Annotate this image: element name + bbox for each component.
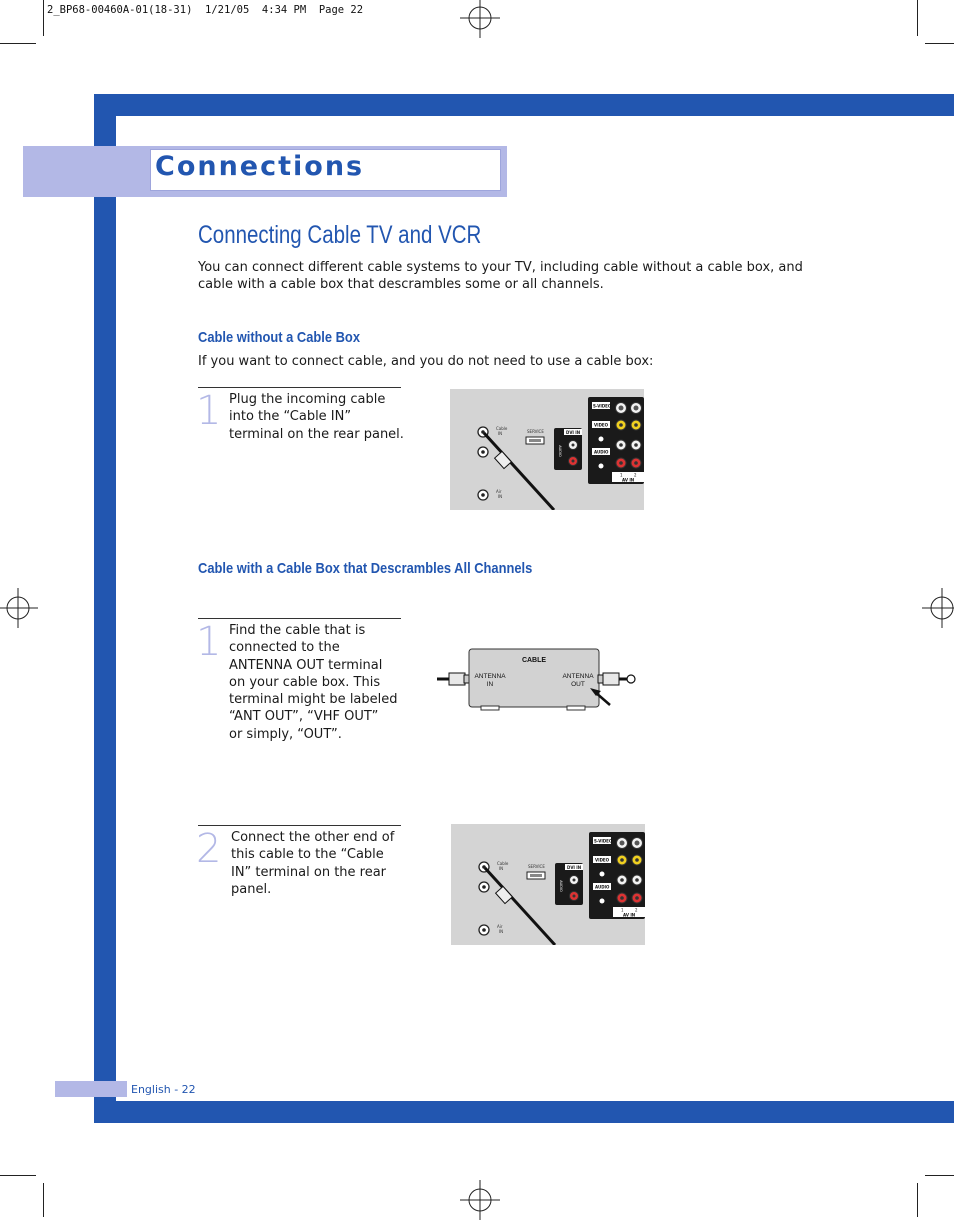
step-line: “ANT OUT”, “VHF OUT” bbox=[229, 709, 379, 725]
cable-in-label: IN bbox=[498, 431, 503, 436]
intro-line-2: cable with a cable box that descrambles some or all channels. bbox=[198, 277, 604, 292]
crop-mark bbox=[917, 1183, 918, 1217]
step-divider bbox=[198, 618, 401, 619]
footer-tab bbox=[55, 1081, 127, 1097]
registration-mark-icon bbox=[922, 588, 954, 628]
av-number: 1 bbox=[620, 472, 623, 478]
dvi-in-label: DVI IN bbox=[566, 430, 581, 435]
antenna-out-label: OUT bbox=[571, 681, 585, 688]
step-line: Connect the other end of bbox=[231, 830, 395, 845]
svideo-label: S-VIDEO bbox=[594, 838, 613, 844]
subheading-with-box: Cable with a Cable Box that Descrambles All Channels bbox=[198, 560, 533, 577]
service-label: SERVICE bbox=[527, 429, 544, 434]
step-line: terminal might be labeled bbox=[229, 692, 398, 708]
print-slug: 2_BP68-00460A-01(18-31) 1/21/05 4:34 PM Page 22 bbox=[47, 4, 364, 16]
intro-line-1: You can connect different cable systems to your TV, including cable without a cable box, and bbox=[198, 260, 803, 275]
audio-vertical-label: AUDIO bbox=[558, 445, 562, 457]
av-number: 2 bbox=[634, 472, 637, 478]
antenna-in-label: ANTENNA bbox=[474, 673, 506, 680]
step-line: connected to the bbox=[229, 640, 340, 656]
av-number: 2 bbox=[635, 907, 638, 913]
dvi-in-label: DVI IN bbox=[567, 865, 582, 870]
audio-label: AUDIO bbox=[594, 449, 609, 455]
cable-in-label: Cable bbox=[496, 426, 508, 431]
step-number: 2 bbox=[196, 826, 222, 872]
crop-mark bbox=[0, 1175, 36, 1176]
air-in-label: IN bbox=[498, 494, 503, 499]
step-text bbox=[229, 622, 398, 743]
step-line: IN” terminal on the rear bbox=[231, 864, 387, 880]
step-line: Plug the incoming cable bbox=[229, 392, 386, 407]
step-line: or simply, “OUT”. bbox=[229, 726, 342, 742]
crop-mark bbox=[925, 43, 954, 44]
registration-mark-icon bbox=[460, 0, 500, 38]
step-line: on your cable box. This bbox=[229, 674, 381, 690]
frame-left-bar bbox=[94, 94, 116, 1123]
av-in-label: AV IN bbox=[623, 912, 636, 918]
rear-panel-illustration bbox=[451, 824, 645, 945]
step-line: ANTENNA OUT terminal bbox=[229, 657, 383, 673]
air-in-label: Air bbox=[497, 924, 503, 929]
air-in-label: Air bbox=[496, 489, 502, 494]
step-line: this cable to the “Cable bbox=[231, 847, 384, 863]
av-in-label: AV IN bbox=[622, 477, 635, 483]
step-number: 1 bbox=[196, 619, 222, 665]
step-divider bbox=[198, 825, 401, 826]
crop-mark bbox=[43, 0, 44, 36]
description-no-box: If you want to connect cable, and you do not need to use a cable box: bbox=[198, 354, 654, 369]
step-line: panel. bbox=[231, 881, 272, 897]
step-text bbox=[231, 829, 394, 898]
crop-mark bbox=[43, 1183, 44, 1217]
step-line: Find the cable that is bbox=[229, 623, 366, 638]
air-in-label: IN bbox=[499, 929, 504, 934]
subheading-no-box: Cable without a Cable Box bbox=[198, 329, 360, 346]
step-line: into the “Cable IN” bbox=[229, 409, 352, 425]
crop-mark bbox=[925, 1175, 954, 1176]
audio-vertical-label: AUDIO bbox=[559, 880, 563, 892]
crop-mark bbox=[0, 43, 36, 44]
page-number: English - 22 bbox=[131, 1083, 196, 1096]
crop-mark bbox=[917, 0, 918, 36]
video-label: VIDEO bbox=[595, 857, 610, 863]
cable-box-illustration bbox=[437, 645, 641, 725]
av-number: 1 bbox=[621, 907, 624, 913]
registration-mark-icon bbox=[0, 588, 38, 628]
antenna-in-label: IN bbox=[486, 681, 494, 688]
antenna-out-label: ANTENNA bbox=[562, 673, 594, 680]
step-number: 1 bbox=[196, 388, 222, 434]
rear-panel-illustration bbox=[450, 389, 644, 510]
cable-box-title: CABLE bbox=[521, 657, 547, 664]
cable-in-label: IN bbox=[499, 866, 504, 871]
audio-label: AUDIO bbox=[595, 884, 610, 890]
cable-in-label: Cable bbox=[497, 861, 509, 866]
svideo-label: S-VIDEO bbox=[593, 403, 612, 409]
section-title: Connections bbox=[155, 151, 365, 182]
registration-mark-icon bbox=[460, 1180, 500, 1220]
page-heading: Connecting Cable TV and VCR bbox=[198, 221, 482, 249]
service-label: SERVICE bbox=[528, 864, 545, 869]
frame-bottom-bar bbox=[94, 1101, 954, 1123]
step-divider bbox=[198, 387, 401, 388]
frame-top-bar bbox=[94, 94, 954, 116]
video-label: VIDEO bbox=[594, 422, 609, 428]
step-text bbox=[229, 391, 404, 443]
step-line: terminal on the rear panel. bbox=[229, 426, 404, 442]
